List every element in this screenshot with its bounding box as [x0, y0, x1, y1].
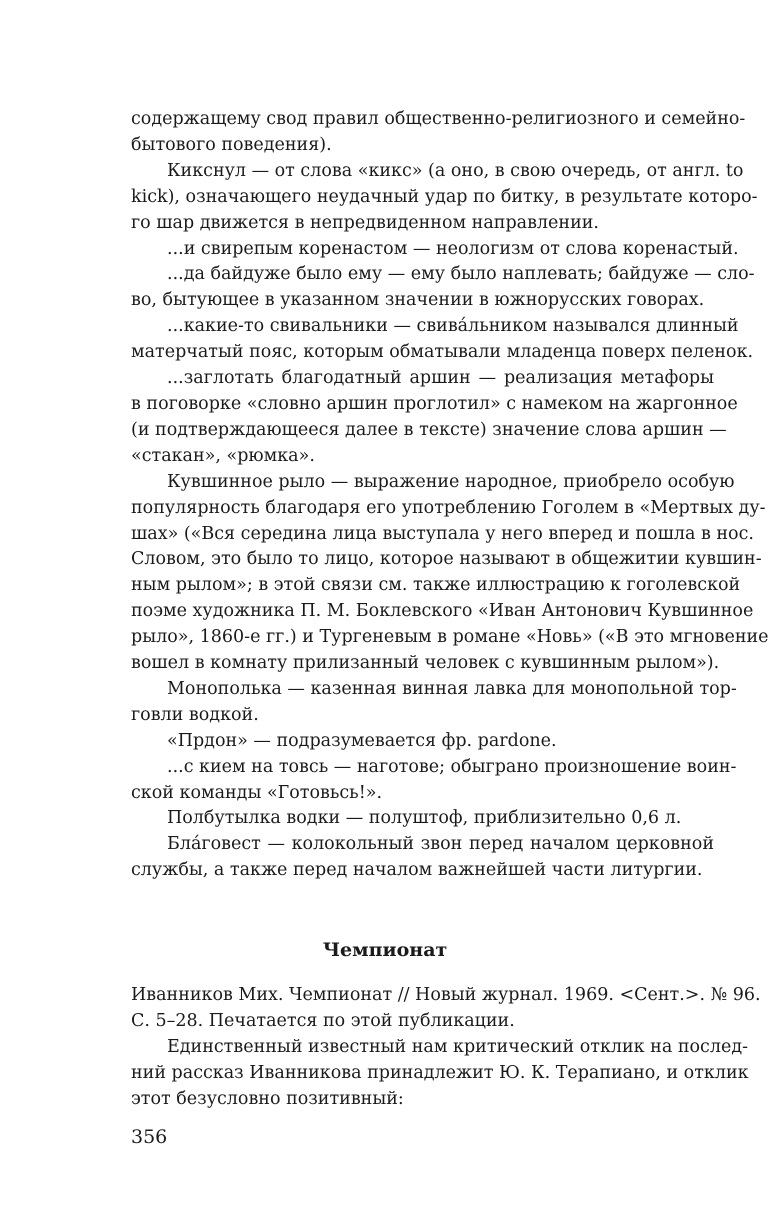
text-line: говли водкой.: [131, 704, 259, 725]
text-line: ным рылом»; в этой связи см. также иллюстрацию к гоголевской: [131, 575, 741, 596]
text-line: ...какие-то свивальники — свивáльником назывался длинный: [167, 316, 739, 337]
commentary-text: [131, 107, 769, 884]
text-line: «стакан», «рюмка».: [131, 445, 315, 466]
text-line: ской команды «Готовьсь!».: [131, 782, 383, 803]
text-line: ...да байдуже было ему — ему было наплевать; байдуже — сло-: [167, 264, 755, 285]
text-line: ...заглотать благодатный аршин — реализация метафоры: [167, 368, 714, 389]
text-line: го шар движется в непредвиденном направлении.: [131, 212, 599, 233]
text-line: Кикснул — от слова «кикс» (а оно, в свою очередь, от англ. to: [167, 160, 744, 181]
text-line: поэме художника П. М. Боклевского «Иван Антонович Кувшинное: [131, 601, 754, 622]
text-line: kick), означающего неудачный удар по битку, в результате которо-: [131, 186, 758, 207]
chapter-title: Чемпионат: [322, 939, 448, 961]
text-line: бытового поведения).: [131, 134, 332, 155]
text-line: содержащему свод правил общественно-религиозного и семейно-: [131, 109, 746, 129]
text-line: шах» («Вся середина лица выступала у него вперед и пошла в нос.: [131, 523, 754, 544]
chapter-commentary-text: [131, 983, 761, 1113]
text-line: Словом, это было то лицо, которое называют в общежитии кувшин-: [131, 549, 762, 570]
text-line: службы, а также перед началом важнейшей части литургии.: [131, 860, 703, 881]
text-line: «Прдон» — подразумевается фр. pardone.: [167, 730, 557, 751]
text-line: Единственный известный нам критический отклик на послед-: [167, 1036, 749, 1057]
text-line: (и подтверждающееся далее в тексте) значение слова аршин —: [131, 419, 727, 440]
text-line: Блáговест — колокольный звон перед началом церковной: [167, 834, 714, 855]
text-line: этот безусловно позитивный:: [131, 1088, 404, 1109]
text-line: ний рассказ Иванникова принадлежит Ю. К. Терапиано, и отклик: [131, 1062, 749, 1083]
page-number: 356: [131, 1126, 168, 1148]
text-line: во, бытующее в указанном значении в южнорусских говорах.: [131, 290, 705, 311]
text-line: рыло», 1860-е гг.) и Тургеневым в романе «Новь» («В это мгновение: [131, 627, 769, 648]
text-line: в поговорке «словно аршин проглотил» с намеком на жаргонное: [131, 393, 738, 414]
text-line: ...с кием на товсь — наготове; обыграно произношение воин-: [167, 756, 737, 777]
text-line: Иванников Мих. Чемпионат // Новый журнал. 1969. <Сент.>. № 96.: [131, 985, 761, 1005]
text-line: Кувшинное рыло — выражение народное, приобрело особую: [167, 471, 735, 492]
text-line: С. 5–28. Печатается по этой публикации.: [131, 1010, 515, 1031]
text-line: Полбутылка водки — полуштоф, приблизительно 0,6 л.: [167, 808, 682, 829]
text-line: матерчатый пояс, которым обматывали младенца поверх пеленок.: [131, 342, 754, 363]
text-line: вошел в комнату прилизанный человек с кувшинным рылом»).: [131, 653, 720, 674]
text-line: ...и свирепым коренастом — неологизм от слова коренастый.: [167, 238, 739, 259]
text-line: Монополька — казенная винная лавка для монопольной тор-: [167, 678, 737, 699]
text-line: популярность благодаря его употреблению Гоголем в «Мертвых ду-: [131, 497, 766, 518]
